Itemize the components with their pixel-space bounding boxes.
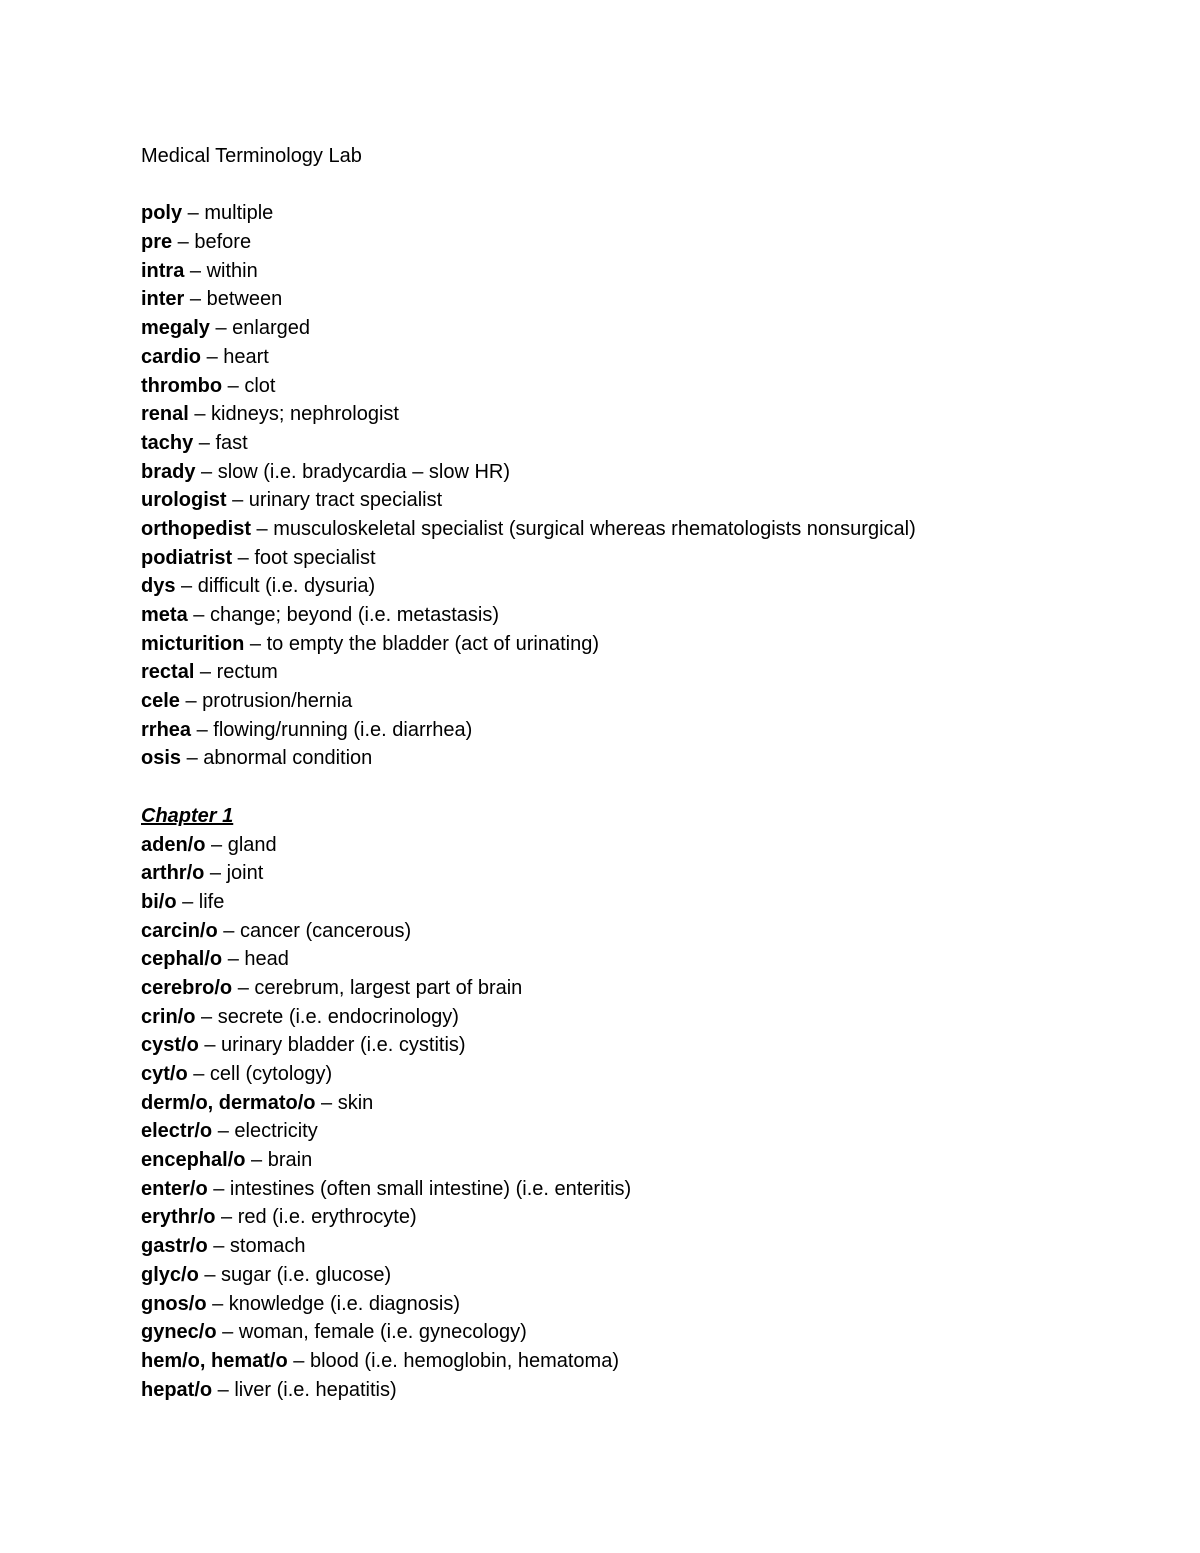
term-entry	[141, 831, 1141, 860]
term-definition: – rectum	[194, 661, 278, 684]
term-word: micturition	[141, 632, 245, 655]
term-definition: – stomach	[207, 1235, 306, 1258]
term-definition: – multiple	[182, 202, 274, 225]
term-entry	[141, 945, 1141, 974]
term-word: enter/o	[141, 1177, 208, 1200]
term-word: dys	[141, 575, 176, 598]
term-definition: – blood (i.e. hemoglobin, hematoma)	[287, 1349, 620, 1372]
term-definition: – secrete (i.e. endocrinology)	[195, 1005, 459, 1028]
term-entry	[141, 1031, 1141, 1060]
term-definition: – joint	[204, 862, 264, 885]
term-definition: – abnormal condition	[181, 747, 373, 770]
blank-line	[141, 773, 1141, 802]
term-word: meta	[141, 604, 188, 626]
term-entry	[141, 1318, 1141, 1347]
term-word: rrhea	[141, 718, 192, 741]
term-entry	[141, 314, 1141, 343]
term-entry	[141, 1203, 1141, 1232]
document-body	[141, 142, 1141, 1404]
term-definition: – musculoskeletal specialist (surgical whereas rhematologists nonsurgical)	[251, 517, 916, 540]
term-definition: – knowledge (i.e. diagnosis)	[206, 1292, 461, 1315]
term-entry	[141, 1003, 1141, 1032]
term-entry	[141, 1261, 1141, 1290]
term-word: cephal/o	[141, 948, 223, 971]
term-word: electr/o	[141, 1120, 213, 1143]
term-entry	[141, 888, 1141, 917]
term-definition: – heart	[201, 345, 269, 368]
term-entry	[141, 285, 1141, 314]
term-entry	[141, 400, 1141, 429]
term-definition: – fast	[193, 431, 248, 454]
term-entry	[141, 744, 1141, 773]
term-entry	[141, 544, 1141, 573]
term-definition: – difficult (i.e. dysuria)	[175, 575, 376, 598]
blank-line	[141, 171, 1141, 200]
term-word: osis	[141, 747, 182, 770]
term-word: cele	[141, 690, 180, 713]
term-entry	[141, 859, 1141, 888]
term-word: encephal/o	[141, 1149, 246, 1172]
term-definition: – within	[184, 259, 258, 282]
term-entry	[141, 1060, 1141, 1089]
document-title: Medical Terminology Lab	[141, 145, 362, 167]
term-entry	[141, 917, 1141, 946]
term-definition: – to empty the bladder (act of urinating)	[244, 632, 599, 655]
term-entry	[141, 1146, 1141, 1175]
term-entry	[141, 1232, 1141, 1261]
term-entry	[141, 429, 1141, 458]
term-entry	[141, 199, 1141, 228]
term-definition: – protrusion/hernia	[179, 690, 353, 713]
term-word: orthopedist	[141, 517, 251, 540]
term-entry	[141, 1117, 1141, 1146]
term-definition: – kidneys; nephrologist	[188, 403, 399, 426]
term-word: gastr/o	[141, 1235, 208, 1258]
term-definition: – brain	[245, 1149, 313, 1172]
term-entry	[141, 343, 1141, 372]
term-entry	[141, 1175, 1141, 1204]
term-word: inter	[141, 288, 185, 311]
term-definition: – slow (i.e. bradycardia – slow HR)	[195, 460, 511, 483]
term-definition: – gland	[205, 833, 277, 856]
term-word: intra	[141, 259, 185, 282]
chapter-term-list	[141, 831, 1141, 1405]
term-definition: – change; beyond (i.e. metastasis)	[187, 604, 499, 626]
term-definition: – intestines (often small intestine) (i.e. enteritis)	[207, 1177, 632, 1200]
term-entry	[141, 458, 1141, 487]
term-definition: – woman, female (i.e. gynecology)	[216, 1321, 527, 1344]
term-word: glyc/o	[141, 1263, 199, 1286]
term-entry	[141, 372, 1141, 401]
term-word: pre	[141, 231, 173, 254]
chapter-heading: Chapter 1	[141, 804, 234, 827]
term-word: derm/o, dermato/o	[141, 1091, 316, 1114]
term-definition: – flowing/running (i.e. diarrhea)	[191, 718, 473, 741]
intro-term-list	[141, 199, 1141, 773]
term-entry	[141, 974, 1141, 1003]
term-definition: – skin	[315, 1091, 374, 1114]
term-word: hepat/o	[141, 1378, 213, 1401]
term-definition: – urinary tract specialist	[226, 489, 443, 512]
term-word: hem/o, hemat/o	[141, 1349, 288, 1372]
term-entry	[141, 515, 1141, 544]
term-definition: – cerebrum, largest part of brain	[232, 976, 523, 999]
term-word: cardio	[141, 345, 202, 368]
term-word: poly	[141, 202, 183, 225]
term-definition: – electricity	[212, 1120, 318, 1143]
term-entry	[141, 228, 1141, 257]
term-word: gynec/o	[141, 1321, 217, 1344]
term-word: brady	[141, 460, 196, 483]
term-entry	[141, 716, 1141, 745]
term-entry	[141, 658, 1141, 687]
term-entry	[141, 687, 1141, 716]
term-definition: – head	[222, 948, 289, 971]
term-word: thrombo	[141, 374, 223, 397]
term-word: renal	[141, 403, 189, 426]
term-entry	[141, 257, 1141, 286]
term-definition: – enlarged	[209, 317, 311, 340]
term-definition: – life	[176, 890, 225, 913]
term-word: erythr/o	[141, 1206, 216, 1229]
term-word: podiatrist	[141, 546, 233, 569]
term-word: rectal	[141, 661, 195, 684]
term-entry	[141, 601, 1141, 630]
term-entry	[141, 486, 1141, 515]
term-definition: – clot	[222, 374, 276, 397]
term-entry	[141, 1347, 1141, 1376]
term-word: cyt/o	[141, 1063, 188, 1085]
term-definition: – urinary bladder (i.e. cystitis)	[198, 1034, 466, 1057]
term-word: arthr/o	[141, 862, 205, 885]
term-definition: – before	[172, 231, 252, 254]
term-word: megaly	[141, 317, 210, 340]
term-word: tachy	[141, 431, 194, 454]
term-word: cyst/o	[141, 1034, 199, 1057]
term-definition: – between	[184, 288, 283, 311]
term-definition: – foot specialist	[232, 546, 376, 569]
term-word: gnos/o	[141, 1292, 207, 1315]
term-word: bi/o	[141, 890, 177, 913]
term-word: crin/o	[141, 1005, 196, 1028]
term-definition: – sugar (i.e. glucose)	[198, 1263, 392, 1286]
term-definition: – cancer (cancerous)	[217, 919, 412, 942]
term-entry	[141, 1290, 1141, 1319]
term-word: cerebro/o	[141, 976, 233, 999]
term-entry	[141, 1089, 1141, 1118]
term-word: aden/o	[141, 833, 206, 856]
term-definition: – red (i.e. erythrocyte)	[215, 1206, 417, 1229]
term-entry	[141, 1376, 1141, 1405]
term-entry	[141, 572, 1141, 601]
term-definition: – liver (i.e. hepatitis)	[212, 1378, 397, 1401]
term-word: carcin/o	[141, 919, 218, 942]
term-definition: – cell (cytology)	[187, 1063, 333, 1085]
term-word: urologist	[141, 489, 227, 512]
term-entry	[141, 630, 1141, 659]
